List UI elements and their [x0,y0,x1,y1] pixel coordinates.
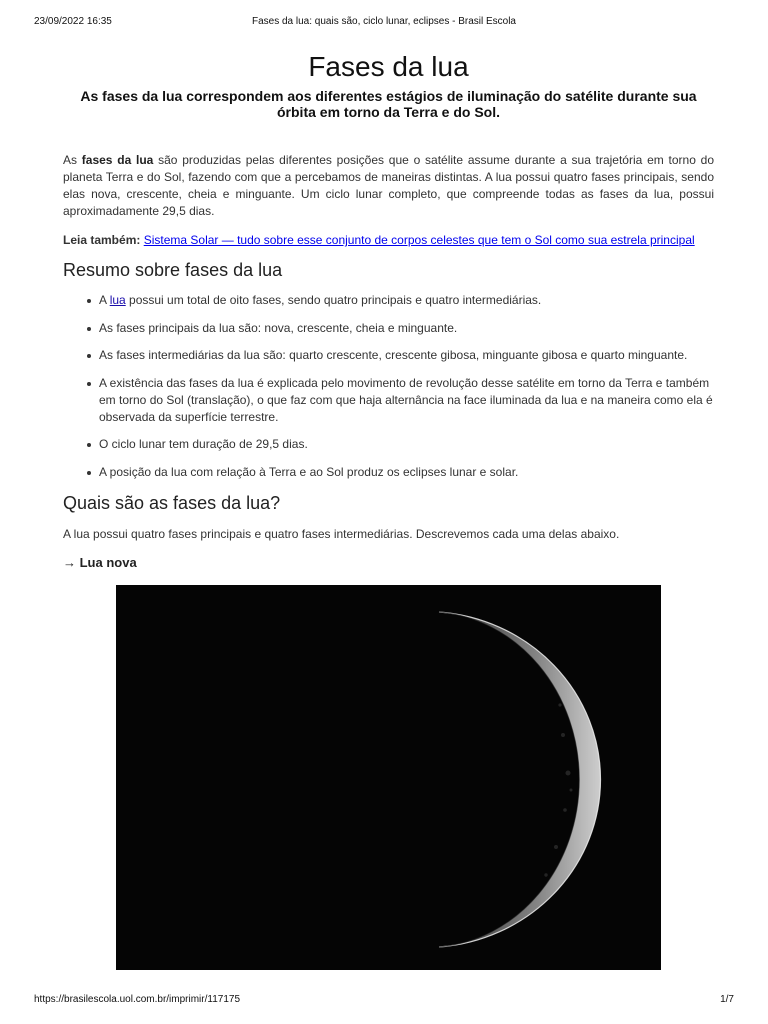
print-header [34,16,734,30]
list-item: A posição da lua com relação à Terra e ao Sol produz os eclipses lunar e solar. [99,464,714,481]
print-datetime: 23/09/2022 16:35 [34,16,112,27]
see-also-label: Leia também: [63,233,141,247]
intro-prefix: As [63,153,82,167]
new-moon-photo [116,585,661,970]
list-item: O ciclo lunar tem duração de 29,5 dias. [99,436,714,453]
summary-heading: Resumo sobre fases da lua [63,260,283,280]
print-url: https://brasilescola.uol.com.br/imprimir/117175 [34,994,241,1005]
crescent-moon-image [116,585,661,970]
page-indicator: 1/7 [720,994,734,1005]
list-item-prefix: A [99,293,110,307]
list-item: A existência das fases da lua é explicada pelo movimento de revolução desse satélite em torno da Terra e também em torno do Sol (translação), o que faz com que haja alternância na face iluminada da lua e na maneira como ela é observada da superfície terrestre. [99,376,713,424]
print-footer [34,994,734,1008]
list-item-text: possui um total de oito fases, sendo quatro principais e quatro intermediárias. [125,293,542,307]
page-title: Fases da lua [308,51,469,82]
new-moon-heading: → Lua nova [63,555,137,570]
see-also [63,232,723,248]
list-item [99,292,714,309]
intro-bold-term: fases da lua [81,153,154,167]
phases-heading: Quais são as fases da lua? [63,493,281,513]
list-item: As fases intermediárias da lua são: quarto crescente, crescente gibosa, minguante gibosa e quarto minguante. [99,347,714,364]
list-item: As fases principais da lua são: nova, crescente, cheia e minguante. [99,320,714,337]
see-also-link[interactable]: Sistema Solar — tudo sobre esse conjunto de corpos celestes que tem o Sol como sua estrela principal [143,233,695,247]
page-subtitle: As fases da lua correspondem aos diferentes estágios de iluminação do satélite durante sua órbita em torno da Terra e do Sol. [80,88,697,120]
intro-rest: são produzidas pelas diferentes posições que o satélite assume durante a sua trajetória em torno do planeta Terra e do Sol, fazendo com que a percebamos de maneiras distintas. A lua possui quatro fases principais, sendo elas nova, crescente, cheia e minguante. Um ciclo lunar completo, que compreende todas as fases da lua, possui aproximadamente 29,5 dias. [63,153,715,218]
phases-intro: A lua possui quatro fases principais e quatro fases intermediárias. Descrevemos cada uma delas abaixo. [63,527,620,541]
print-document-title: Fases da lua: quais são, ciclo lunar, eclipses - Brasil Escola [251,16,516,27]
moon-link[interactable]: lua [109,293,126,307]
intro-paragraph [63,152,714,220]
